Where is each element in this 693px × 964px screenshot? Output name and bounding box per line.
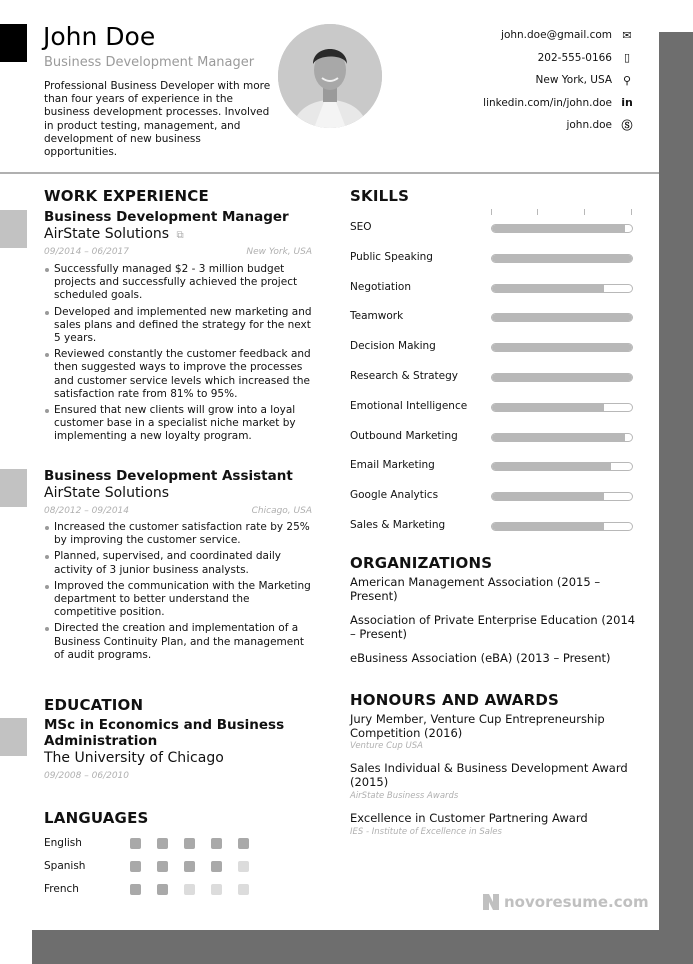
skill-level-bar bbox=[491, 403, 633, 412]
job-2-bullets bbox=[44, 521, 312, 665]
contact-text[interactable]: New York, USA bbox=[535, 74, 612, 87]
language-dot-filled bbox=[211, 838, 222, 849]
skill-level-fill bbox=[492, 344, 632, 351]
award-title: Jury Member, Venture Cup Entrepreneurship Competition (2016) bbox=[350, 712, 605, 740]
organizations-heading: ORGANIZATIONS bbox=[350, 554, 493, 572]
skill-level-bar bbox=[491, 224, 633, 233]
language-dot-filled bbox=[130, 884, 141, 895]
page-shadow-bottom bbox=[32, 930, 693, 964]
job-bullet: Ensured that new clients will grow into a loyal customer base in a specialist niche market by implementing a new loyalty program. bbox=[44, 404, 312, 444]
page-shadow-right bbox=[659, 32, 693, 964]
skill-level-bar bbox=[491, 522, 633, 531]
candidate-role: Business Development Manager bbox=[44, 55, 255, 70]
skill-label: Negotiation bbox=[350, 280, 411, 293]
header-divider bbox=[0, 172, 659, 174]
skill-level-bar bbox=[491, 492, 633, 501]
job-1-meta bbox=[44, 247, 312, 257]
brand-logo bbox=[482, 893, 649, 911]
language-dot-filled bbox=[184, 861, 195, 872]
award-issuer: Venture Cup USA bbox=[350, 741, 423, 751]
phone-icon: ▯ bbox=[623, 51, 631, 65]
job-bullet: Developed and implemented new marketing and sales plans and defined the strategy for the next 5 years. bbox=[44, 306, 312, 346]
language-dot-filled bbox=[157, 861, 168, 872]
job-1-bullets bbox=[44, 263, 312, 447]
skype-icon: Ⓢ bbox=[621, 119, 633, 133]
skills-heading: SKILLS bbox=[350, 187, 410, 205]
skill-label: Outbound Marketing bbox=[350, 429, 458, 442]
skill-label: Emotional Intelligence bbox=[350, 399, 468, 412]
language-dot-filled bbox=[130, 838, 141, 849]
language-level bbox=[130, 884, 265, 895]
skill-level-fill bbox=[492, 404, 604, 411]
skill-label: Research & Strategy bbox=[350, 370, 459, 382]
education-school: The University of Chicago bbox=[44, 750, 224, 766]
job-bullet: Directed the creation and implementation of a Business Continuity Plan, and the management of audit programs. bbox=[44, 622, 312, 662]
skill-level-fill bbox=[492, 463, 611, 470]
organization-item: Association of Private Enterprise Education (2014 – Present) bbox=[350, 613, 636, 641]
job-bullet: Improved the communication with the Marketing department to better understand the competitive position. bbox=[44, 580, 312, 620]
job-bullet: Increased the customer satisfaction rate by 25% by improving the customer service. bbox=[44, 521, 312, 547]
education-heading: EDUCATION bbox=[44, 696, 144, 714]
language-dot-filled bbox=[211, 861, 222, 872]
award-issuer: IES - Institute of Excellence in Sales bbox=[350, 827, 502, 837]
external-link-icon[interactable]: ⧉ bbox=[176, 230, 184, 241]
skill-level-bar bbox=[491, 313, 633, 322]
award-issuer: AirState Business Awards bbox=[350, 791, 459, 801]
contact-text[interactable]: john.doe bbox=[566, 119, 612, 132]
contact-item[interactable] bbox=[483, 69, 633, 92]
contact-item[interactable] bbox=[483, 24, 633, 47]
education-degree: MSc in Economics and Business Administration bbox=[44, 717, 285, 749]
skill-label: Google Analytics bbox=[350, 489, 439, 502]
skill-level-fill bbox=[492, 493, 604, 500]
location-icon: ⚲ bbox=[622, 73, 632, 87]
contact-item[interactable] bbox=[483, 92, 633, 115]
language-dot-filled bbox=[238, 838, 249, 849]
award-title: Excellence in Customer Partnering Award bbox=[350, 811, 588, 825]
skill-label: SEO bbox=[350, 221, 372, 233]
skill-level-bar bbox=[491, 433, 633, 442]
language-dot-filled bbox=[130, 861, 141, 872]
contact-item[interactable] bbox=[483, 114, 633, 137]
contact-item[interactable] bbox=[483, 47, 633, 70]
contact-list bbox=[483, 24, 633, 137]
job-1-marker bbox=[0, 210, 27, 248]
language-dot-filled bbox=[157, 838, 168, 849]
language-dot-filled bbox=[157, 884, 168, 895]
job-1-company bbox=[44, 226, 184, 242]
language-label: English bbox=[44, 837, 82, 849]
language-label: French bbox=[44, 883, 79, 895]
language-level bbox=[130, 861, 265, 872]
skill-level-fill bbox=[492, 314, 632, 321]
job-2-marker bbox=[0, 469, 27, 507]
job-bullet: Reviewed constantly the customer feedback and then suggested ways to improve the processes and customer service levels which increased the satisfaction rate from 81% to 95%. bbox=[44, 348, 312, 401]
job-bullet: Successfully managed $2 - 3 million budget projects and successfully achieved the project scheduled goals. bbox=[44, 263, 312, 303]
skill-label: Sales & Marketing bbox=[350, 519, 446, 531]
language-label: Spanish bbox=[44, 860, 86, 872]
job-1-location: New York, USA bbox=[246, 247, 312, 257]
skill-level-bar bbox=[491, 373, 633, 382]
summary-text: Professional Business Developer with more than four years of experience in the business development processes. Involved in product testing, management, and development of new business opportunities. bbox=[44, 80, 271, 159]
skill-level-bar bbox=[491, 254, 633, 263]
organization-item: American Management Association (2015 – Present) bbox=[350, 575, 601, 603]
skill-level-fill bbox=[492, 225, 625, 232]
skill-label: Email Marketing bbox=[350, 459, 435, 472]
skill-level-fill bbox=[492, 523, 604, 530]
job-1-company-name: AirState Solutions bbox=[44, 226, 170, 242]
skill-level-bar bbox=[491, 284, 633, 293]
skill-level-fill bbox=[492, 434, 625, 441]
skill-scale-tick bbox=[584, 209, 585, 215]
skill-level-fill bbox=[492, 255, 632, 262]
job-bullet: Planned, supervised, and coordinated daily activity of 3 junior business analysts. bbox=[44, 550, 312, 576]
award-title: Sales Individual & Business Development Award (2015) bbox=[350, 761, 628, 789]
job-1-dates: 09/2014 – 06/2017 bbox=[44, 247, 129, 257]
job-2-location: Chicago, USA bbox=[251, 506, 312, 516]
linkedin-icon: in bbox=[621, 96, 633, 110]
skill-level-fill bbox=[492, 285, 604, 292]
contact-text[interactable]: linkedin.com/in/john.doe bbox=[483, 96, 612, 109]
skill-scale-tick bbox=[631, 209, 632, 215]
name-accent-bar bbox=[0, 24, 27, 62]
skill-level-bar bbox=[491, 462, 633, 471]
language-level bbox=[130, 838, 265, 849]
contact-text[interactable]: john.doe@gmail.com bbox=[501, 29, 612, 42]
candidate-name: John Doe bbox=[43, 22, 156, 51]
job-2-title: Business Development Assistant bbox=[44, 468, 293, 484]
email-icon: ✉ bbox=[622, 28, 632, 42]
job-2-company: AirState Solutions bbox=[44, 485, 170, 501]
job-2-meta bbox=[44, 506, 312, 516]
skill-scale-tick bbox=[491, 209, 492, 215]
contact-text[interactable]: 202-555-0166 bbox=[537, 51, 612, 64]
skill-label: Public Speaking bbox=[350, 250, 433, 263]
work-experience-heading: WORK EXPERIENCE bbox=[44, 187, 209, 205]
skill-label: Decision Making bbox=[350, 340, 436, 353]
language-dot-empty bbox=[238, 861, 249, 872]
profile-photo bbox=[278, 24, 382, 128]
skill-level-bar bbox=[491, 343, 633, 352]
job-2-dates: 08/2012 – 09/2014 bbox=[44, 506, 129, 516]
skill-level-fill bbox=[492, 374, 632, 381]
profile-photo-image bbox=[278, 24, 382, 128]
job-1-title: Business Development Manager bbox=[44, 209, 289, 225]
languages-heading: LANGUAGES bbox=[44, 809, 149, 827]
organization-item: eBusiness Association (eBA) (2013 – Present) bbox=[350, 651, 611, 665]
brand-mark-icon bbox=[482, 893, 500, 911]
education-marker bbox=[0, 718, 27, 756]
brand-name: novoresume.com bbox=[504, 893, 649, 911]
education-dates: 09/2008 – 06/2010 bbox=[44, 771, 129, 781]
language-dot-empty bbox=[238, 884, 249, 895]
skill-label: Teamwork bbox=[350, 310, 404, 323]
awards-heading: HONOURS AND AWARDS bbox=[350, 691, 560, 709]
language-dot-empty bbox=[184, 884, 195, 895]
language-dot-filled bbox=[184, 838, 195, 849]
language-dot-empty bbox=[211, 884, 222, 895]
education-meta bbox=[44, 771, 312, 781]
skill-scale-tick bbox=[537, 209, 538, 215]
